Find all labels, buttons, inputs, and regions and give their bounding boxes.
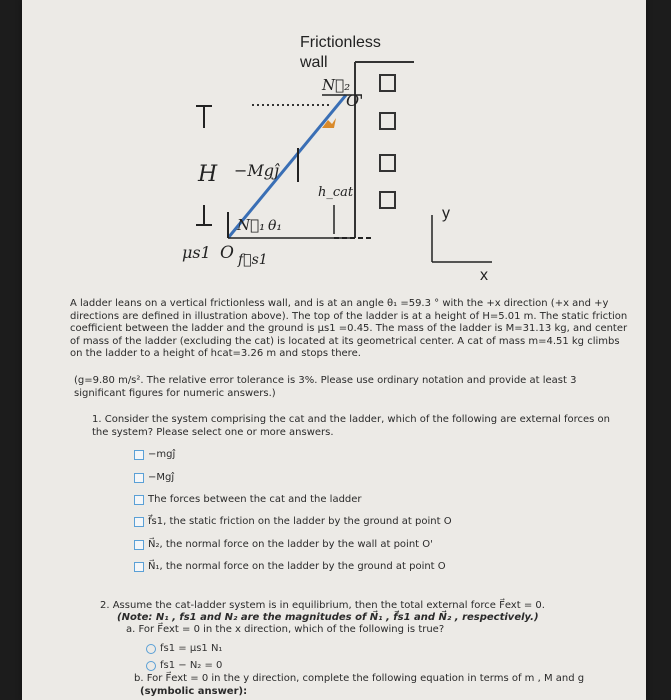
checkbox[interactable]	[134, 450, 144, 460]
y-axis-label: y	[442, 205, 450, 222]
checkbox[interactable]	[134, 540, 144, 550]
question-2a: a. For F⃗ext = 0 in the x direction, which of the following is true?	[126, 624, 445, 635]
n1-label: N⃗₁	[237, 216, 266, 234]
question-2b-tail: (symbolic answer):	[140, 686, 248, 697]
hcat-label: h_cat	[318, 185, 354, 200]
question-2-note: (Note: N₁ , fs1 and N₂ are the magnitudes of N⃗₁ , f⃗s1 and N⃗₂ , respectively.)	[117, 612, 539, 623]
wall-box	[380, 113, 395, 129]
wall-box	[380, 155, 395, 171]
checkbox[interactable]	[134, 495, 144, 505]
wall-label-2: wall	[300, 54, 328, 71]
q1-option-5[interactable]: N⃗₂, the normal force on the ladder by the wall at point O'	[134, 539, 433, 550]
fs1-label: f⃗s1	[238, 252, 268, 268]
o-prime-label: O'	[346, 91, 364, 110]
wall-box	[380, 192, 395, 208]
problem-note: (g=9.80 m/s². The relative error tolerance is 3%. Please use ordinary notation and provide at least 3 significant figures for numeric answers.)	[74, 375, 577, 399]
checkbox[interactable]	[134, 562, 144, 572]
mu-label: μs1	[182, 243, 211, 262]
q1-option-4[interactable]: f⃗s1, the static friction on the ladder by the ground at point O	[134, 516, 452, 527]
q1-option-1[interactable]: −mgĵ	[134, 449, 175, 460]
theta-label: θ₁	[268, 218, 283, 234]
question-2: 2. Assume the cat-ladder system is in equilibrium, then the total external force F⃗ext = 0.	[100, 600, 545, 611]
worksheet-page	[22, 0, 646, 700]
wall-label-1: Frictionless	[300, 34, 381, 51]
problem-statement: A ladder leans on a vertical frictionless wall, and is at an angle θ₁ =59.3 ° with the +x direction (+x and +y directions are defined in illustration above). The top of the ladder is at a height of H=5.01 m. The static friction coefficient between the ladder and the ground is μs1 =0.45. The mass of the ladder is M=31.13 kg, and center of mass of the ladder (excluding the cat) is located at its geometrical center. A cat of mass m=4.51 kg climbs on the ladder to a height of hcat=3.26 m and stops there.	[70, 298, 628, 359]
question-2b: b. For F⃗ext = 0 in the y direction, complete the following equation in terms of m , M and g	[134, 673, 585, 684]
n2-label: N⃗₂	[322, 76, 351, 94]
h-label: H	[198, 162, 218, 187]
radio[interactable]	[146, 661, 156, 671]
checkbox[interactable]	[134, 473, 144, 483]
question-1: 1. Consider the system comprising the cat and the ladder, which of the following are external forces on the system? Please select one or more answers.	[92, 414, 610, 438]
o-label: O	[220, 243, 234, 263]
q2a-option-2[interactable]: fs1 − N₂ = 0	[146, 660, 222, 671]
ladder-diagram	[22, 0, 646, 285]
weight-label: −Mgĵ	[234, 161, 279, 180]
q1-option-6[interactable]: N⃗₁, the normal force on the ladder by the ground at point O	[134, 561, 446, 572]
x-axis-label: x	[480, 267, 488, 284]
radio[interactable]	[146, 644, 156, 654]
q1-option-2[interactable]: −Mgĵ	[134, 472, 174, 483]
q2a-option-1[interactable]: fs1 = μs1 N₁	[146, 643, 222, 654]
checkbox[interactable]	[134, 517, 144, 527]
wall-box	[380, 75, 395, 91]
q1-option-3[interactable]: The forces between the cat and the ladder	[134, 494, 362, 505]
